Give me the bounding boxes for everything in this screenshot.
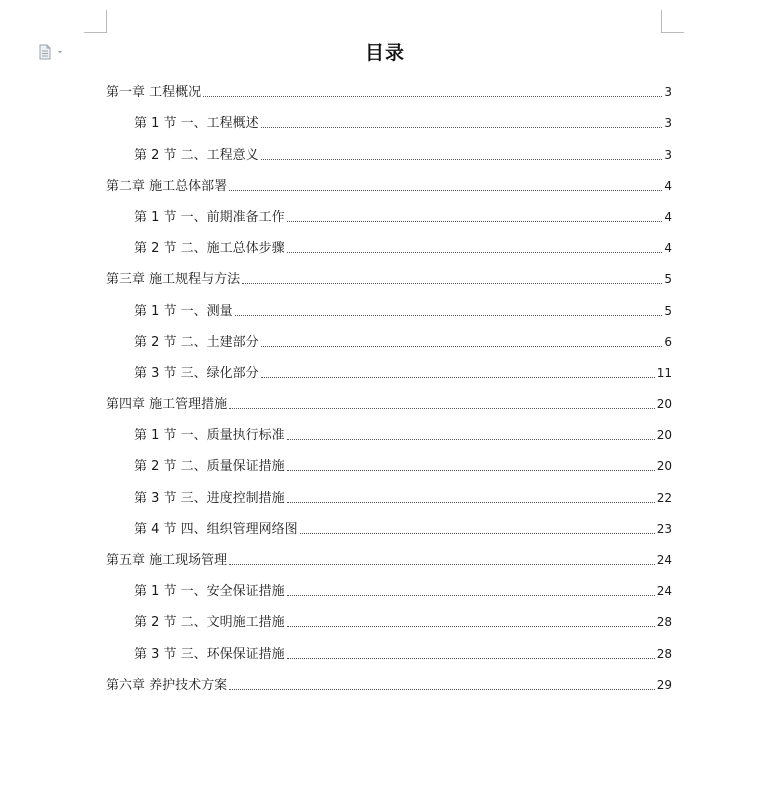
toc-entry-chapter[interactable] [106, 542, 672, 573]
toc-entry-label: 第 3 节 三、环保保证措施 [134, 646, 285, 662]
toc-entry-page-number: 28 [656, 646, 672, 661]
toc-entry-page-number: 20 [656, 397, 672, 412]
toc-entry-label: 第 1 节 一、前期准备工作 [134, 209, 285, 225]
margin-corner-top-right [661, 10, 684, 33]
toc-dot-leader [287, 470, 655, 471]
toc-entry-label: 第二章 施工总体部署 [106, 178, 228, 194]
toc-entry-page-number: 3 [664, 116, 672, 131]
toc-entry-page-number: 6 [664, 334, 672, 349]
toc-dot-leader [287, 595, 655, 596]
toc-entry-page-number: 28 [656, 615, 672, 630]
toc-entry-section[interactable] [106, 573, 672, 604]
toc-entry-chapter[interactable] [106, 386, 672, 417]
toc-entry-section[interactable] [106, 324, 672, 355]
toc-entry-page-number: 3 [664, 85, 672, 100]
toc-entry-page-number: 22 [656, 490, 672, 505]
toc-dot-leader [229, 408, 655, 409]
toc-entry-chapter[interactable] [106, 168, 672, 199]
toc-entry-label: 第 1 节 一、工程概述 [134, 116, 259, 132]
toc-dot-leader [287, 626, 655, 627]
toc-entry-chapter[interactable] [106, 261, 672, 292]
toc-dot-leader [229, 689, 655, 690]
toc-entry-page-number: 4 [664, 178, 672, 193]
toc-entry-page-number: 5 [664, 272, 672, 287]
toc-entry-page-number: 5 [664, 303, 672, 318]
toc-entry-page-number: 4 [664, 241, 672, 256]
toc-dot-leader [287, 221, 663, 222]
toc-entry-section[interactable] [106, 355, 672, 386]
toc-entry-page-number: 4 [664, 209, 672, 224]
toc-entry-label: 第 2 节 二、施工总体步骤 [134, 241, 285, 257]
toc-dot-leader [242, 283, 662, 284]
margin-corner-top-left [84, 10, 107, 33]
toc-entry-label: 第 4 节 四、组织管理网络图 [134, 521, 298, 537]
toc-entry-chapter[interactable] [106, 74, 672, 105]
toc-entry-section[interactable] [106, 105, 672, 136]
toc-entry-section[interactable] [106, 230, 672, 261]
toc-entry-label: 第 3 节 三、绿化部分 [134, 365, 259, 381]
toc-entry-page-number: 3 [664, 147, 672, 162]
toc-entry-section[interactable] [106, 635, 672, 666]
toc-entry-label: 第四章 施工管理措施 [106, 397, 228, 413]
toc-entry-section[interactable] [106, 292, 672, 323]
toc-entry-chapter[interactable] [106, 667, 672, 698]
toc-dot-leader [229, 190, 662, 191]
toc-entry-label: 第 2 节 二、文明施工措施 [134, 615, 285, 631]
toc-entry-label: 第一章 工程概况 [106, 85, 202, 101]
toc-dot-leader [261, 159, 663, 160]
table-of-contents [106, 74, 672, 698]
toc-entry-label: 第 2 节 二、工程意义 [134, 147, 259, 163]
toc-dot-leader [287, 502, 655, 503]
toc-entry-page-number: 20 [656, 428, 672, 443]
toc-entry-page-number: 23 [656, 521, 672, 536]
toc-dot-leader [261, 377, 655, 378]
toc-dot-leader [287, 658, 655, 659]
toc-entry-section[interactable] [106, 511, 672, 542]
toc-entry-label: 第 2 节 二、质量保证措施 [134, 459, 285, 475]
toc-entry-page-number: 29 [656, 677, 672, 692]
toc-title: 目录 [364, 42, 405, 64]
toc-entry-page-number: 20 [656, 459, 672, 474]
toc-entry-label: 第 1 节 一、安全保证措施 [134, 584, 285, 600]
toc-entry-section[interactable] [106, 136, 672, 167]
toc-entry-section[interactable] [106, 448, 672, 479]
toc-entry-label: 第五章 施工现场管理 [106, 553, 228, 568]
toc-entry-section[interactable] [106, 417, 672, 448]
toc-entry-section[interactable] [106, 479, 672, 510]
toc-entry-label: 第 1 节 一、测量 [134, 303, 233, 319]
toc-entry-page-number: 24 [656, 584, 672, 599]
toc-dot-leader [261, 346, 663, 347]
toc-entry-section[interactable] [106, 604, 672, 635]
toc-dot-leader [229, 564, 655, 565]
toc-entry-label: 第 1 节 一、质量执行标准 [134, 428, 285, 444]
toc-dot-leader [203, 96, 662, 97]
toc-dot-leader [287, 439, 655, 440]
toc-entry-page-number: 24 [656, 553, 672, 567]
toc-dot-leader [235, 315, 663, 316]
toc-dot-leader [261, 127, 663, 128]
toc-entry-page-number: 11 [656, 365, 672, 380]
toc-entry-label: 第 2 节 二、土建部分 [134, 334, 259, 350]
toc-dot-leader [287, 252, 663, 253]
toc-entry-section[interactable] [106, 199, 672, 230]
toc-entry-label: 第三章 施工规程与方法 [106, 272, 241, 288]
toc-entry-label: 第六章 养护技术方案 [106, 677, 228, 693]
toc-dot-leader [300, 533, 655, 534]
toc-entry-label: 第 3 节 三、进度控制措施 [134, 490, 285, 506]
